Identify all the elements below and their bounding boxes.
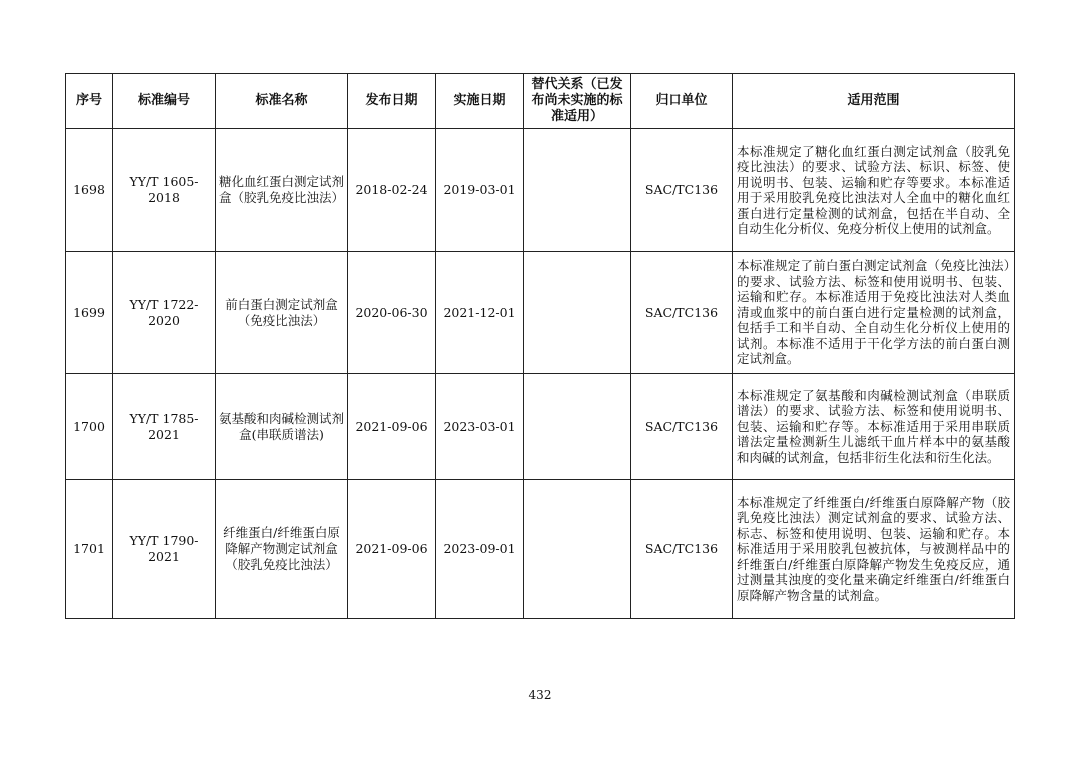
header-seq: 序号 xyxy=(66,74,113,129)
cell-seq: 1698 xyxy=(66,129,113,252)
table-row xyxy=(66,374,1015,480)
table-row xyxy=(66,480,1015,619)
header-row xyxy=(66,74,1015,129)
cell-publish-date: 2018-02-24 xyxy=(348,129,436,252)
cell-name: 氨基酸和肉碱检测试剂盒(串联质谱法) xyxy=(216,374,348,480)
table-row xyxy=(66,129,1015,252)
cell-implement-date: 2023-03-01 xyxy=(436,374,524,480)
cell-replacement xyxy=(524,129,631,252)
cell-implement-date: 2021-12-01 xyxy=(436,252,524,374)
cell-seq: 1700 xyxy=(66,374,113,480)
cell-replacement xyxy=(524,252,631,374)
cell-scope: 本标准规定了氨基酸和肉碱检测试剂盒（串联质谱法）的要求、试验方法、标签和使用说明书、包装、运输和贮存等。本标准适用于采用串联质谱法定量检测新生儿滤纸干血片样本中的氨基酸和肉碱的试剂盒，包括非衍生化法和衍生化法。 xyxy=(733,374,1015,480)
cell-publish-date: 2021-09-06 xyxy=(348,480,436,619)
cell-name: 前白蛋白测定试剂盒（免疫比浊法） xyxy=(216,252,348,374)
cell-seq: 1701 xyxy=(66,480,113,619)
table-row xyxy=(66,252,1015,374)
header-name: 标准名称 xyxy=(216,74,348,129)
cell-scope: 本标准规定了前白蛋白测定试剂盒（免疫比浊法）的要求、试验方法、标签和使用说明书、包装、运输和贮存。本标准适用于免疫比浊法对人类血清或血浆中的前白蛋白进行定量检测的试剂盒，包括手工和半自动、全自动生化分析仪上使用的试剂。本标准不适用于干化学方法的前白蛋白测定试剂盒。 xyxy=(733,252,1015,374)
cell-name: 纤维蛋白/纤维蛋白原降解产物测定试剂盒（胶乳免疫比浊法） xyxy=(216,480,348,619)
header-code: 标准编号 xyxy=(113,74,216,129)
cell-publish-date: 2020-06-30 xyxy=(348,252,436,374)
cell-unit: SAC/TC136 xyxy=(631,374,733,480)
cell-unit: SAC/TC136 xyxy=(631,252,733,374)
cell-implement-date: 2019-03-01 xyxy=(436,129,524,252)
cell-replacement xyxy=(524,480,631,619)
cell-implement-date: 2023-09-01 xyxy=(436,480,524,619)
cell-code: YY/T 1785-2021 xyxy=(113,374,216,480)
header-replacement: 替代关系（已发布尚未实施的标准适用） xyxy=(524,74,631,129)
cell-code: YY/T 1722-2020 xyxy=(113,252,216,374)
cell-unit: SAC/TC136 xyxy=(631,129,733,252)
cell-publish-date: 2021-09-06 xyxy=(348,374,436,480)
cell-scope: 本标准规定了纤维蛋白/纤维蛋白原降解产物（胶乳免疫比浊法）测定试剂盒的要求、试验方法、标志、标签和使用说明、包装、运输和贮存。本标准适用于采用胶乳包被抗体，与被测样品中的纤维蛋白/纤维蛋白原降解产物发生免疫反应，通过测量其浊度的变化量来确定纤维蛋白/纤维蛋白原降解产物含量的试剂盒。 xyxy=(733,480,1015,619)
page-number: 432 xyxy=(528,688,552,702)
header-publish-date: 发布日期 xyxy=(348,74,436,129)
cell-scope: 本标准规定了糖化血红蛋白测定试剂盒（胶乳免疫比浊法）的要求、试验方法、标识、标签、使用说明书、包装、运输和贮存等要求。本标准适用于采用胶乳免疫比浊法对人全血中的糖化血红蛋白进行定量检测的试剂盒，包括在半自动、全自动生化分析仪、免疫分析仪上使用的试剂盒。 xyxy=(733,129,1015,252)
header-scope: 适用范围 xyxy=(733,74,1015,129)
cell-unit: SAC/TC136 xyxy=(631,480,733,619)
cell-replacement xyxy=(524,374,631,480)
cell-code: YY/T 1605-2018 xyxy=(113,129,216,252)
header-implement-date: 实施日期 xyxy=(436,74,524,129)
cell-code: YY/T 1790-2021 xyxy=(113,480,216,619)
cell-name: 糖化血红蛋白测定试剂盒（胶乳免疫比浊法） xyxy=(216,129,348,252)
header-unit: 归口单位 xyxy=(631,74,733,129)
cell-seq: 1699 xyxy=(66,252,113,374)
standards-table xyxy=(65,73,1015,619)
